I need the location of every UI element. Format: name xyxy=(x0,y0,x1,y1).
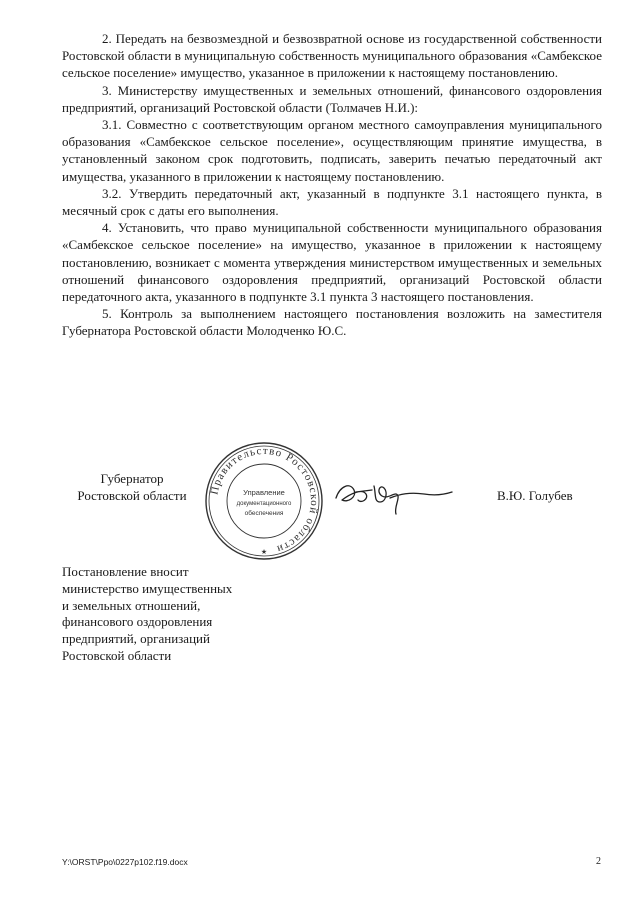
paragraph-4: 4. Установить, что право муниципальной собственности муниципального образования «Самбекское сельское поселение» на имущество, указанное в приложении к настоящему постановлению, возникает с момента утверждения министерством имущественных и земельных отношений финансового оздоровления предприятий, организаций Ростовской области передаточного акта, указанного в подпункте 3.1 пункта 3 настоящего постановления. xyxy=(62,220,602,305)
paragraph-3-1: 3.1. Совместно с соответствующим органом местного самоуправления муниципального образования «Самбекское сельское поселение», осуществляющим принятие имущества, в установленный законом срок подготовить, подписать, заверить печатью передаточный акт имущества, указанного в приложении к настоящему постановлению. xyxy=(62,117,602,184)
note-line: и земельных отношений, xyxy=(62,597,201,613)
note-line: Постановление вносит xyxy=(62,564,189,579)
seal-center-line2: документационного xyxy=(236,501,292,507)
seal-star-icon: ★ xyxy=(260,548,268,556)
paragraph-3-2: 3.2. Утвердить передаточный акт, указанный в подпункте 3.1 настоящего пункта, в месячный срок с даты его выполнения. xyxy=(62,185,602,219)
signatory-title-line1: Губернатор xyxy=(100,471,164,486)
paragraph-2: 2. Передать на безвозмездной и безвозвратной основе из государственной собственности Ростовской области в муниципальную собственность муниципального образования «Самбекское сельское поселение» имущество, указанное в приложении к настоящему постановлению. xyxy=(62,31,602,81)
seal-center-line1: Управление xyxy=(243,488,285,497)
seal-center-line3: обеспечения xyxy=(244,510,284,517)
svg-text:Правительство Ростовской облас xyxy=(208,445,320,555)
note-line: финансового оздоровления xyxy=(62,614,213,630)
file-path-footer: Y:\ORST\Ppo\0227p102.f19.docx xyxy=(62,857,188,867)
note-line: министерство имущественных xyxy=(62,580,233,596)
seal-ring-text: Правительство Ростовской области xyxy=(208,444,321,556)
page-number: 2 xyxy=(596,856,601,867)
signatory-title-line2: Ростовской области xyxy=(77,488,187,503)
note-line: Ростовской области xyxy=(62,647,172,663)
signatory-title xyxy=(62,470,202,504)
paragraph-3: 3. Министерству имущественных и земельных отношений, финансового оздоровления предприятий, организаций Ростовской области (Толмачев Н.И.): xyxy=(62,82,602,115)
note-line: предприятий, организаций xyxy=(62,631,210,647)
official-seal-icon xyxy=(203,440,325,562)
document-body xyxy=(62,30,602,340)
paragraph-5: 5. Контроль за выполнением настоящего постановления возложить на заместителя Губернатора Ростовской области Молодченко Ю.С. xyxy=(62,306,602,339)
signatory-name: В.Ю. Голубев xyxy=(497,488,573,503)
handwritten-signature-icon xyxy=(328,470,458,520)
submission-note xyxy=(62,564,282,665)
